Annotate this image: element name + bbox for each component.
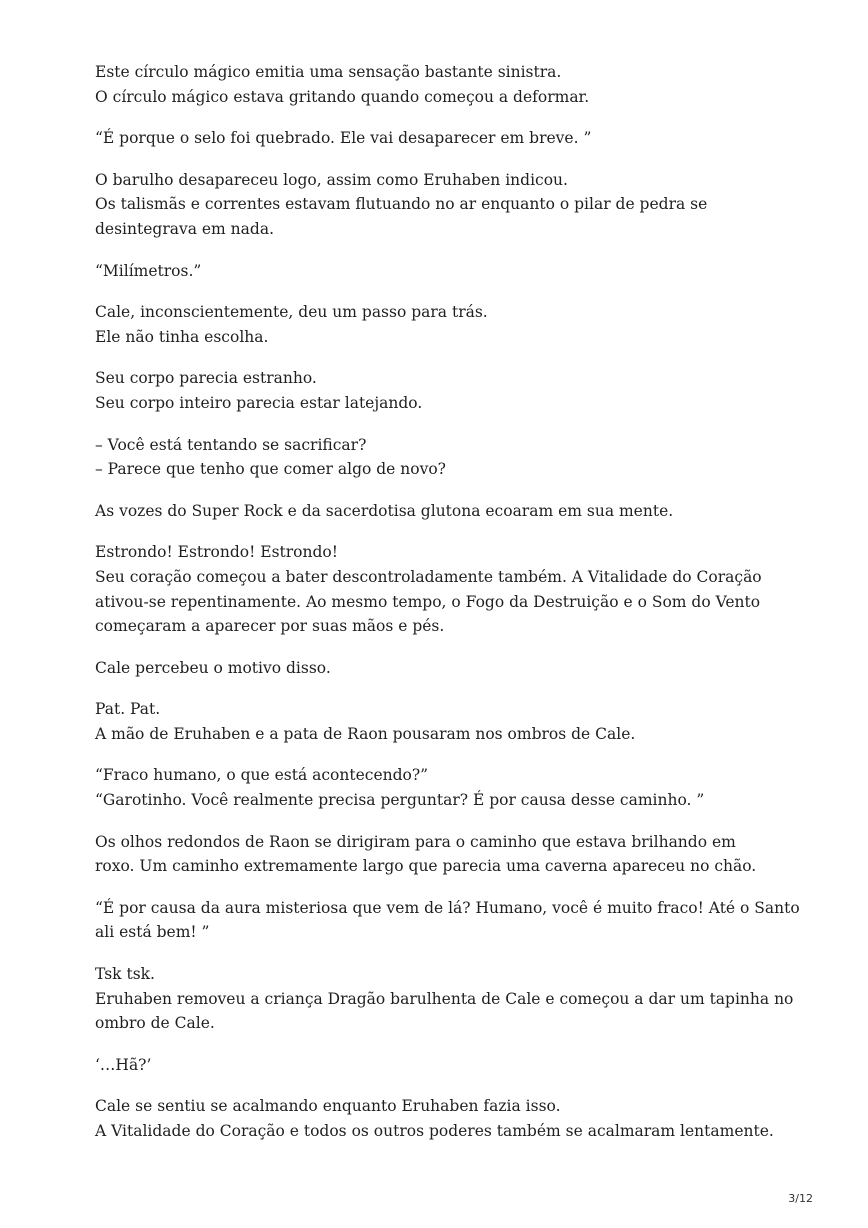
text-line: ali está bem! ” (95, 923, 210, 942)
text-line: ‘…Hã?’ (95, 1055, 152, 1074)
paragraph (95, 366, 795, 415)
text-line: Os talismãs e correntes estavam flutuando no ar enquanto o pilar de pedra se (95, 195, 708, 214)
text-line: A Vitalidade do Coração e todos os outros poderes também se acalmaram lentamente. (95, 1122, 774, 1140)
paragraph (95, 126, 795, 151)
text-line: desintegrava em nada. (95, 219, 274, 238)
text-line: Cale, inconscientemente, deu um passo para trás. (95, 303, 488, 322)
paragraph (95, 540, 795, 638)
paragraph (95, 168, 795, 242)
paragraph (95, 763, 795, 812)
paragraph (95, 499, 795, 524)
text-line: Os olhos redondos de Raon se dirigiram para o caminho que estava brilhando em (95, 832, 736, 851)
paragraph (95, 60, 795, 109)
text-line: Tsk tsk. (95, 965, 155, 984)
text-line: Estrondo! Estrondo! Estrondo! (95, 543, 338, 562)
paragraph (95, 656, 795, 681)
page-number: 3/12 (788, 1192, 813, 1205)
text-line: “Fraco humano, o que está acontecendo?” (95, 766, 429, 785)
text-line: – Você está tentando se sacrificar? (95, 435, 367, 454)
text-line: “É porque o selo foi quebrado. Ele vai desaparecer em breve. ” (95, 129, 592, 148)
paragraph (95, 300, 795, 349)
paragraph (95, 1053, 795, 1078)
paragraph (95, 1094, 795, 1143)
text-line: “Garotinho. Você realmente precisa perguntar? É por causa desse caminho. ” (95, 791, 705, 810)
text-line: “Milímetros.” (95, 261, 202, 280)
text-line: O barulho desapareceu logo, assim como Eruhaben indicou. (95, 170, 568, 189)
text-line: As vozes do Super Rock e da sacerdotisa glutona ecoaram em sua mente. (95, 501, 674, 520)
paragraph (95, 259, 795, 284)
text-line: Seu coração começou a bater descontroladamente também. A Vitalidade do Coração (95, 567, 762, 586)
text-line: roxo. Um caminho extremamente largo que parecia uma caverna apareceu no chão. (95, 857, 757, 876)
text-line: A mão de Eruhaben e a pata de Raon pousaram nos ombros de Cale. (95, 724, 636, 743)
text-line: “É por causa da aura misteriosa que vem de lá? Humano, você é muito fraco! Até o Santo (95, 898, 800, 917)
paragraph (95, 830, 795, 879)
paragraph (95, 433, 795, 482)
text-line: Seu corpo parecia estranho. (95, 369, 317, 388)
text-line: começaram a aparecer por suas mãos e pés. (95, 617, 445, 636)
paragraph (95, 962, 795, 1036)
text-line: ativou-se repentinamente. Ao mesmo tempo, o Fogo da Destruição e o Som do Vento (95, 592, 761, 611)
text-line: Seu corpo inteiro parecia estar latejando. (95, 393, 423, 412)
text-line: – Parece que tenho que comer algo de novo? (95, 460, 446, 479)
text-line: Este círculo mágico emitia uma sensação bastante sinistra. (95, 63, 562, 81)
paragraph (95, 697, 795, 746)
text-line: O círculo mágico estava gritando quando começou a deformar. (95, 87, 590, 106)
text-line: Ele não tinha escolha. (95, 327, 269, 346)
paragraph (95, 896, 800, 945)
text-line: Eruhaben removeu a criança Dragão barulhenta de Cale e começou a dar um tapinha no (95, 989, 794, 1008)
text-line: ombro de Cale. (95, 1014, 215, 1033)
text-line: Cale se sentiu se acalmando enquanto Eruhaben fazia isso. (95, 1097, 561, 1116)
text-line: Pat. Pat. (95, 700, 161, 719)
document-body (95, 60, 800, 1161)
text-line: Cale percebeu o motivo disso. (95, 658, 331, 677)
